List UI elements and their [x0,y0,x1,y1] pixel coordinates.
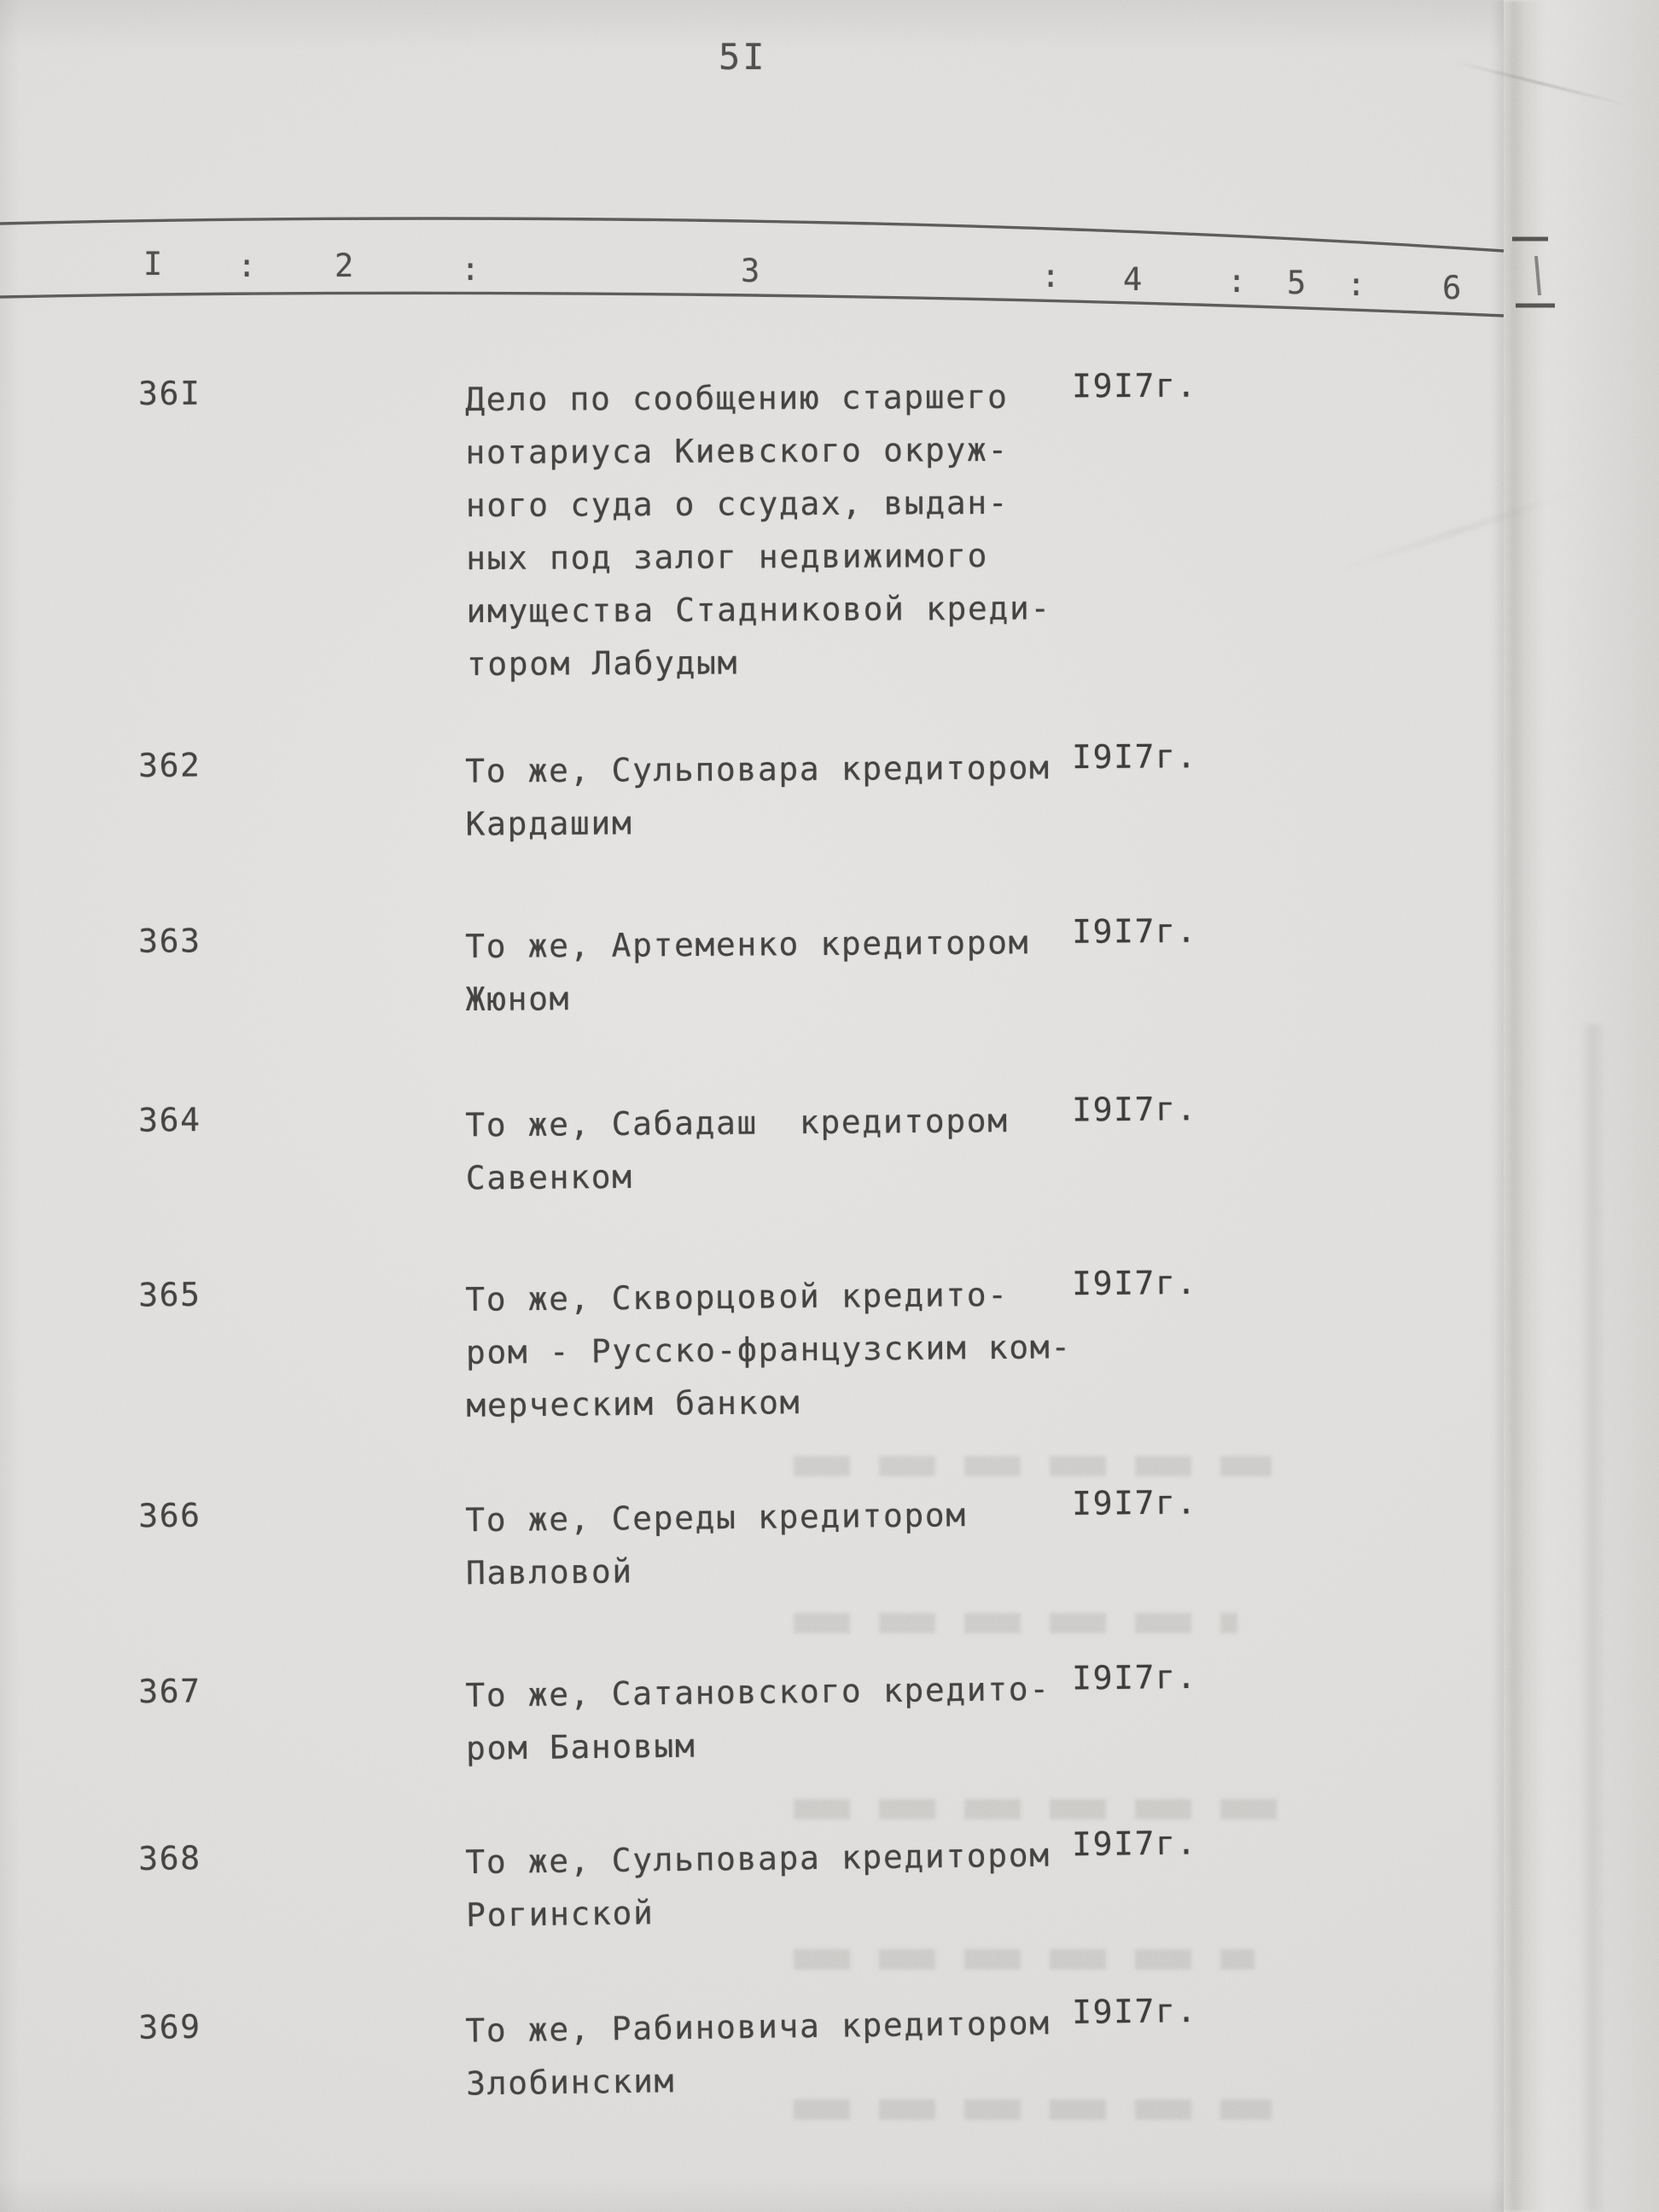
entry-description-line: То же, Рабиновича кредитором [465,2004,1051,2050]
column-header-1: I [143,246,163,282]
entry-description-line: Злобинским [465,2062,676,2103]
column-header-2: 2 [335,247,354,284]
entry-description [465,1996,1051,2110]
entry-description [465,370,1051,691]
entry-description [465,1829,1051,1942]
entry-description-line: Жюном [465,980,571,1019]
entry-year: I9I7г. [1071,737,1198,777]
entry-description-line: То же, Сабадаш кредитором [465,1102,1009,1144]
table-row [0,366,1502,684]
entry-number: 369 [137,2007,202,2046]
column-separator: : [1227,263,1247,300]
entry-description [465,1662,1051,1775]
entry-description-line: Савенком [465,1157,633,1197]
entry-number: 366 [137,1496,201,1535]
table-row [0,1823,1502,1935]
column-separator: : [237,247,257,284]
entry-description-line: ром - Русско-французским ком- [465,1328,1072,1371]
entry-year: I9I7г. [1071,1263,1198,1303]
entry-description [465,741,1051,850]
entry-number: 365 [137,1275,201,1314]
showthrough-smudge [794,1949,1254,1970]
table-row [0,1483,1502,1592]
entry-description-line: нотариуса Киевского окруж- [465,430,1010,472]
entry-description-line: тором Лабудым [466,643,739,684]
column-header-3: 3 [741,253,760,289]
entry-description [465,1094,1009,1204]
entry-description-line: То же, Сатановского кредито- [465,1669,1051,1714]
table-row [0,1657,1502,1767]
entry-description-line: Павловой [465,1552,633,1592]
entry-description-line: То же, Середы кредитором [465,1496,967,1540]
showthrough-smudge [794,2099,1272,2120]
entry-year: I9I7г. [1071,1824,1198,1864]
entry-description-line: ром Бановым [465,1726,696,1767]
column-header-4: 4 [1123,261,1143,298]
entry-year: I9I7г. [1071,366,1198,405]
entry-description [465,1267,1073,1432]
column-separator: : [461,251,480,288]
column-separator: : [1041,258,1061,294]
entry-description-line: Дело по сообщению старшего [465,377,1009,419]
entry-description [465,1488,968,1599]
table-row [0,911,1502,1019]
paper-wrinkle [1580,1024,1606,2212]
entry-description-line: ного суда о ссудах, выдан- [465,483,1010,525]
entry-description-line: Рогинской [465,1894,655,1935]
entry-description-line: мерческим банком [466,1383,801,1424]
entry-number: 36I [137,374,201,413]
table-row [0,1263,1502,1424]
entry-description-line: То же, Сульповара кредитором [465,748,1051,790]
entry-description-line: То же, Артеменко кредитором [465,923,1030,966]
column-header-5: 5 [1287,265,1307,301]
showthrough-smudge [794,1799,1289,1819]
entry-number: 367 [137,1672,201,1711]
entry-description-line: имущества Стадниковой креди- [466,589,1051,631]
table-rules [0,0,1659,358]
page-number: 5I [719,36,767,78]
entry-description-line: ных под залог недвижимого [466,536,989,578]
entry-year: I9I7г. [1071,911,1198,951]
table-row [0,737,1502,843]
entry-year: I9I7г. [1071,1991,1198,2031]
column-header-6: 6 [1442,270,1462,306]
entry-description-line: То же, Скворцовой кредито- [465,1275,1009,1318]
showthrough-smudge [794,1456,1272,1476]
entry-number: 363 [137,922,201,960]
entry-description-line: То же, Сульповара кредитором [465,1836,1051,1882]
entry-year: I9I7г. [1071,1483,1198,1522]
table-row [0,1990,1502,2103]
table-row [0,1090,1502,1197]
entry-number: 362 [137,746,201,784]
entry-number: 368 [137,1839,201,1877]
entry-year: I9I7г. [1071,1657,1198,1697]
entry-year: I9I7г. [1071,1090,1198,1129]
column-separator: : [1347,266,1366,303]
entry-number: 364 [137,1101,201,1139]
entry-description-line: Кардашим [465,804,633,843]
entry-description [465,916,1030,1026]
showthrough-smudge [794,1613,1237,1633]
